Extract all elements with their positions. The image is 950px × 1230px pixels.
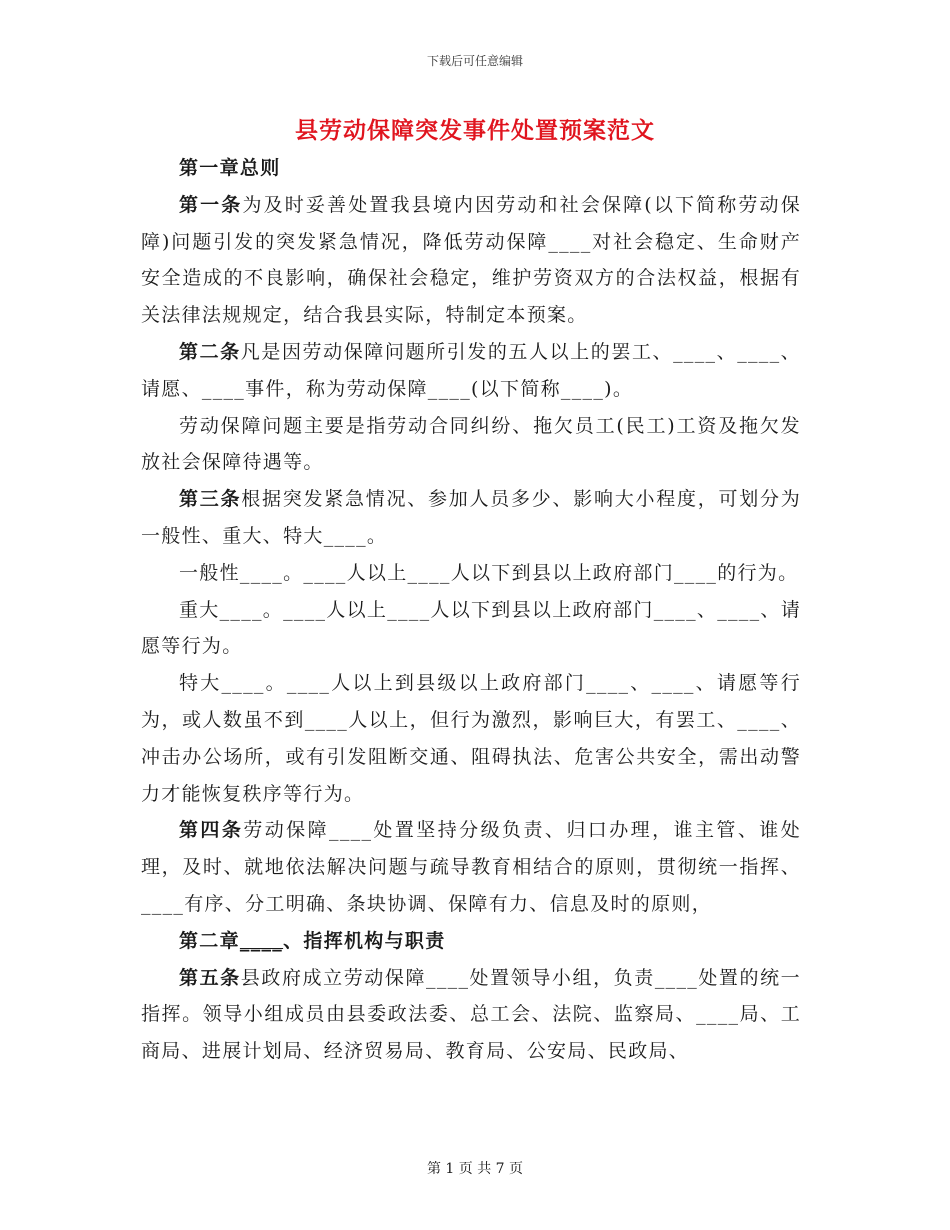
article-2 [141, 334, 801, 408]
page-header-note: 下载后可任意编辑 [426, 54, 523, 68]
article-5-text: 县政府成立劳动保障____处置领导小组，负责____处置的统一指挥。领导小组成员由县委政法委、总工会、法院、监察局、____局、工商局、进展计划局、经济贸易局、教育局、公安局、民政局、 [141, 966, 801, 1063]
chapter-2-prefix: 第二章 [179, 929, 240, 952]
chapter-1-heading: 第一章总则 [179, 157, 281, 179]
article-4 [141, 812, 801, 922]
major-level-paragraph: 重大____。____人以上____人以下到县以上政府部门____、____、请愿等行为。 [141, 598, 802, 658]
article-1 [141, 187, 801, 334]
article-5 [141, 960, 801, 1070]
article-2-label: 第二条 [179, 340, 241, 363]
document-body [141, 150, 801, 1070]
issue-definition-paragraph: 劳动保障问题主要是指劳动合同纠纷、拖欠员工(民工)工资及拖欠发放社会保障待遇等。 [141, 414, 801, 474]
article-4-text: 劳动保障____处置坚持分级负责、归口办理，谁主管、谁处理，及时、就地依法解决问题与疏导教育相结合的原则，贯彻统一指挥、____有序、分工明确、条块协调、保障有力、信息及时的原则， [141, 819, 801, 915]
document-title: 县劳动保障突发事件处置预案范文 [295, 117, 655, 144]
chapter-2-blank: ____ [239, 929, 284, 952]
article-4-label: 第四条 [179, 819, 244, 842]
article-2-text: 凡是因劳动保障问题所引发的五人以上的罢工、____、____、请愿、____事件，称为劳动保障____(以下简称____)。 [141, 340, 801, 400]
article-1-text: 为及时妥善处置我县境内因劳动和社会保障(以下简称劳动保障)问题引发的突发紧急情况，降低劳动保障____对社会稳定、生命财产安全造成的不良影响，确保社会稳定，维护劳资双方的合法权益，根据有关法律法规规定，结合我县实际，特制定本预案。 [141, 193, 802, 327]
chapter-2-suffix: 、指挥机构与职责 [283, 929, 446, 952]
article-1-label: 第一条 [179, 193, 243, 216]
page-number-footer: 第 1 页 共 7 页 [426, 1161, 524, 1177]
general-level-paragraph: 一般性____。____人以上____人以下到县以上政府部门____的行为。 [179, 561, 799, 584]
article-3 [141, 481, 801, 555]
article-3-label: 第三条 [179, 488, 242, 511]
article-3-text: 根据突发紧急情况、参加人员多少、影响大小程度，可划分为一般性、重大、特大____。 [141, 488, 801, 547]
special-level-paragraph: 特大____。____人以上到县级以上政府部门____、____、请愿等行为，或人数虽不到____人以上，但行为激烈，影响巨大，有罢工、____、冲击办公场所，或有引发阻断交通、阻碍执法、危害公共安全，需出动警力才能恢复秩序等行为。 [141, 672, 801, 805]
article-5-label: 第五条 [179, 966, 241, 989]
chapter-2-heading [141, 923, 801, 960]
